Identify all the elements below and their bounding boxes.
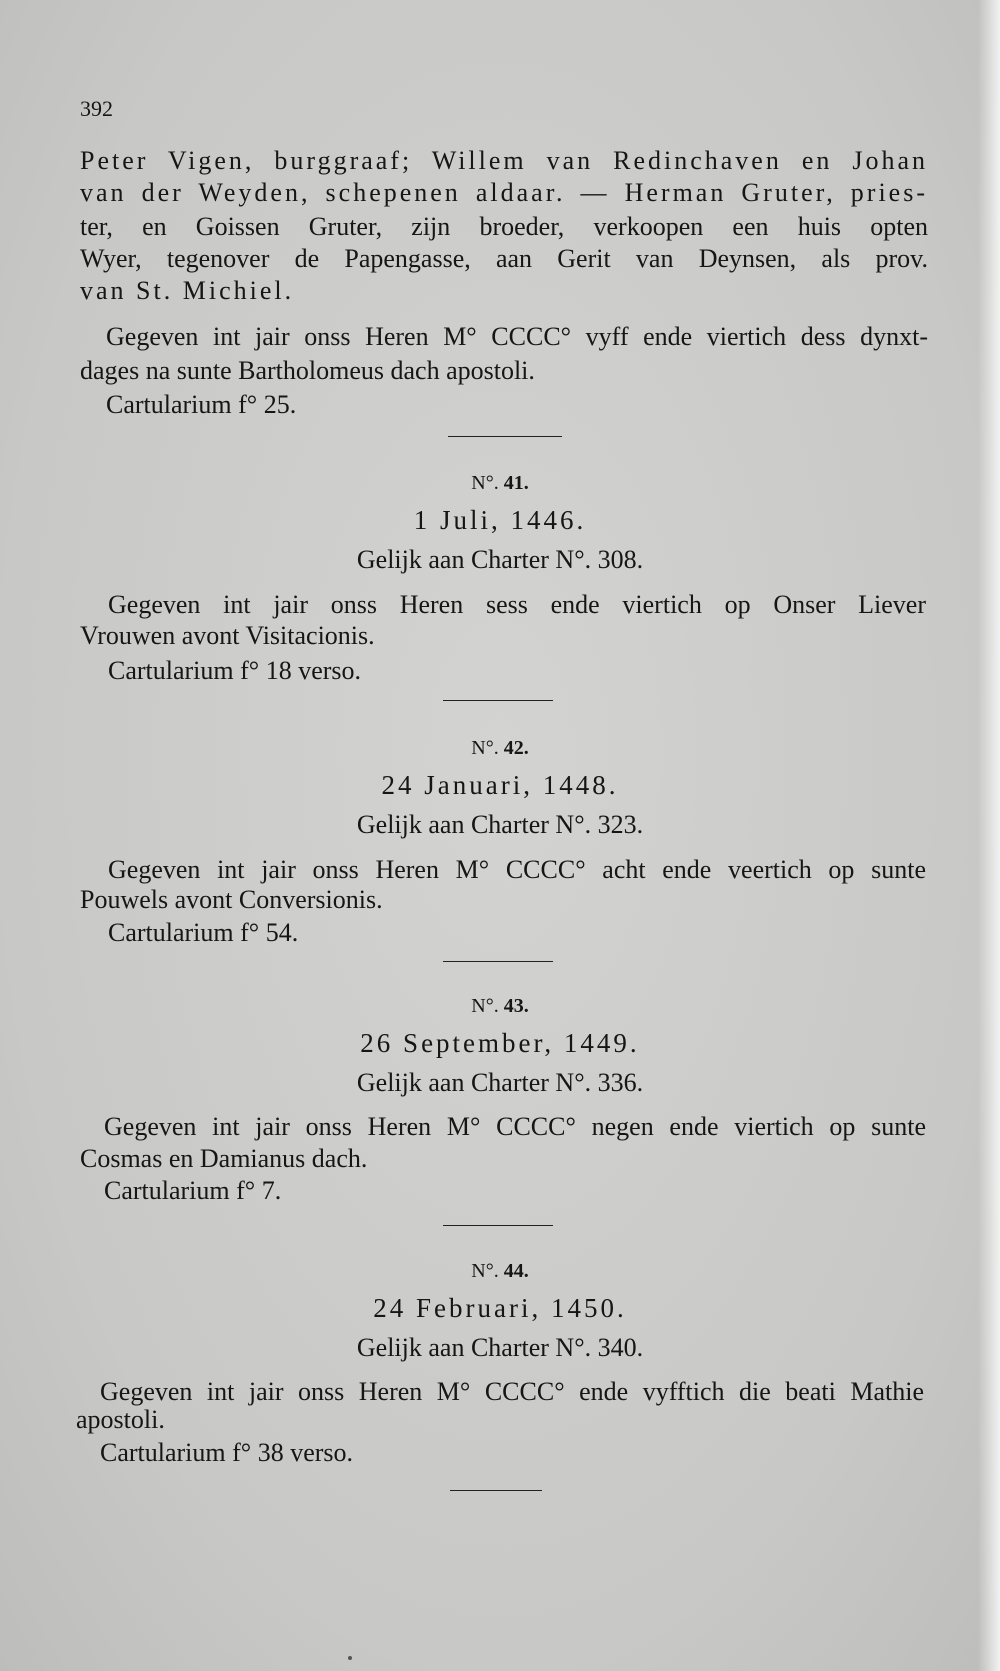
entry-date: 1 Juli, 1446. [413,505,587,535]
entry-given-line-2: Cosmas en Damianus dach. [80,1144,368,1173]
entry-date: 24 Januari, 1448. [381,770,619,800]
entry-same-as: Gelijk aan Charter N°. 323. [356,810,644,839]
entry-number [0,1260,1000,1283]
intro-given-line-2: dages na sunte Bartholomeus dach apostoli. [80,356,535,385]
section-rule [443,700,553,701]
entry-cartularium: Cartularium f° 18 verso. [108,656,362,685]
entry-number-value: 43. [503,995,529,1017]
intro-line-4: Wyer, tegenover de Papengasse, aan Gerit van Deynsen, als prov. [80,244,928,273]
entry-given-line-2: Pouwels avont Conversionis. [80,885,383,914]
entry-number [0,995,1000,1018]
section-rule [450,1490,542,1491]
entry-given-line-1: Gegeven int jair onss Heren M° CCCC° ende vyfftich die beati Mathie [100,1377,924,1406]
entry-number-label: N°. [471,472,499,494]
page-number: 392 [80,96,113,121]
intro-cartularium: Cartularium f° 25. [106,390,297,419]
entry-number [0,737,1000,760]
intro-line-5: van St. Michiel. [80,276,295,305]
intro-line-2: van der Weyden, schepenen aldaar. — Herman Gruter, pries- [80,178,928,207]
entry-same-as: Gelijk aan Charter N°. 308. [356,545,644,574]
entry-date: 26 September, 1449. [360,1028,640,1058]
entry-given-line-1: Gegeven int jair onss Heren M° CCCC° acht ende veertich op sunte [108,855,926,884]
entry-given-line-1: Gegeven int jair onss Heren sess ende viertich op Onser Liever [108,590,926,619]
entry-cartularium: Cartularium f° 7. [104,1176,282,1205]
entry-cartularium: Cartularium f° 54. [108,918,299,947]
entry-same-as: Gelijk aan Charter N°. 340. [356,1333,644,1362]
entry-given-line-1: Gegeven int jair onss Heren M° CCCC° negen ende viertich op sunte [104,1112,926,1141]
entry-number-label: N°. [471,737,499,759]
entry-same-as: Gelijk aan Charter N°. 336. [356,1068,644,1097]
section-rule [448,436,562,437]
entry-number-label: N°. [471,995,499,1017]
entry-given-line-2: Vrouwen avont Visitacionis. [80,621,375,650]
section-rule [443,961,553,962]
entry-number [0,472,1000,495]
entry-given-line-2: apostoli. [76,1405,165,1434]
entry-date: 24 Februari, 1450. [373,1293,627,1323]
intro-line-3: ter, en Goissen Gruter, zijn broeder, verkoopen een huis opten [80,212,928,241]
entry-number-value: 44. [503,1260,529,1282]
intro-given-line-1: Gegeven int jair onss Heren M° CCCC° vyff ende viertich dess dynxt- [106,322,928,351]
entry-number-value: 42. [503,737,529,759]
entry-cartularium: Cartularium f° 38 verso. [100,1438,354,1467]
intro-line-1: Peter Vigen, burggraaf; Willem van Redinchaven en Johan [80,146,928,175]
entry-number-label: N°. [471,1260,499,1282]
section-rule [443,1225,553,1226]
speck [348,1656,352,1660]
entry-number-value: 41. [503,472,529,494]
